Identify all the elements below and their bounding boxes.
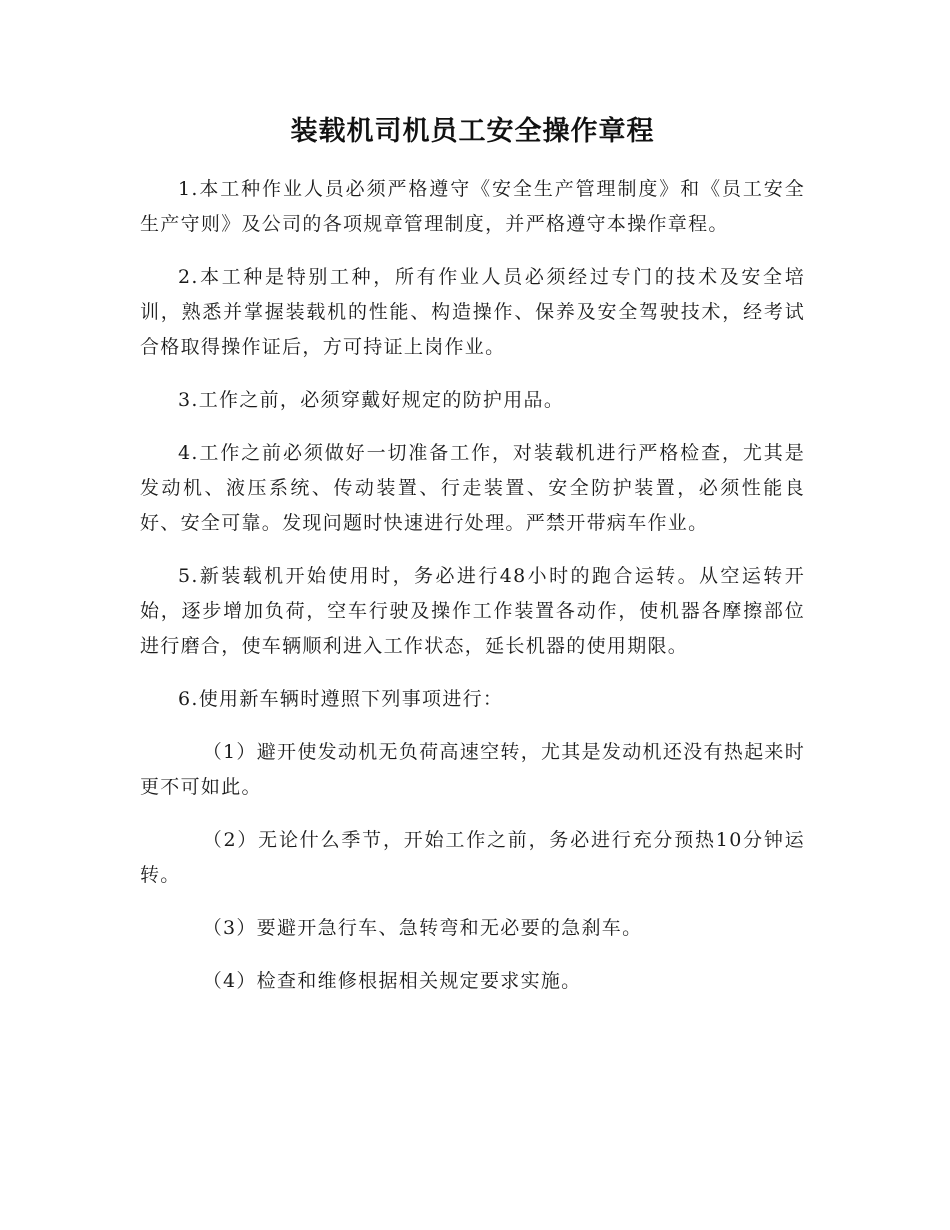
paragraph-3: 3.工作之前，必须穿戴好规定的防护用品。: [178, 389, 565, 411]
paragraph-6: 6.使用新车辆时遵照下列事项进行：: [178, 688, 504, 710]
sub-item-4: （4）检查和维修根据相关规定要求实施。: [202, 970, 582, 992]
document-page: [140, 110, 805, 1017]
paragraph-5: 5.新装载机开始使用时，务必进行48小时的跑合运转。从空运转开始，逐步增加负荷，空车行驶及操作工作装置各动作，使机器各摩擦部位进行磨合，使车辆顺利进入工作状态，延长机器的使用期限。: [140, 565, 805, 657]
sub-item-1: （1）避开使发动机无负荷高速空转，尤其是发动机还没有热起来时更不可如此。: [140, 741, 805, 798]
paragraph-4: 4.工作之前必须做好一切准备工作，对装载机进行严格检查，尤其是发动机、液压系统、传动装置、行走装置、安全防护装置，必须性能良好、安全可靠。发现问题时快速进行处理。严禁开带病车作业。: [140, 442, 805, 534]
sub-item-3: （3）要避开急行车、急转弯和无必要的急刹车。: [202, 917, 643, 939]
sub-item-2: （2）无论什么季节，开始工作之前，务必进行充分预热10分钟运转。: [140, 829, 805, 886]
document-title: 装载机司机员工安全操作章程: [290, 116, 655, 147]
paragraph-2: 2.本工种是特别工种，所有作业人员必须经过专门的技术及安全培训，熟悉并掌握装载机的性能、构造操作、保养及安全驾驶技术，经考试合格取得操作证后，方可持证上岗作业。: [140, 266, 805, 358]
paragraph-1: 1.本工种作业人员必须严格遵守《安全生产管理制度》和《员工安全生产守则》及公司的各项规章管理制度，并严格遵守本操作章程。: [140, 178, 805, 235]
